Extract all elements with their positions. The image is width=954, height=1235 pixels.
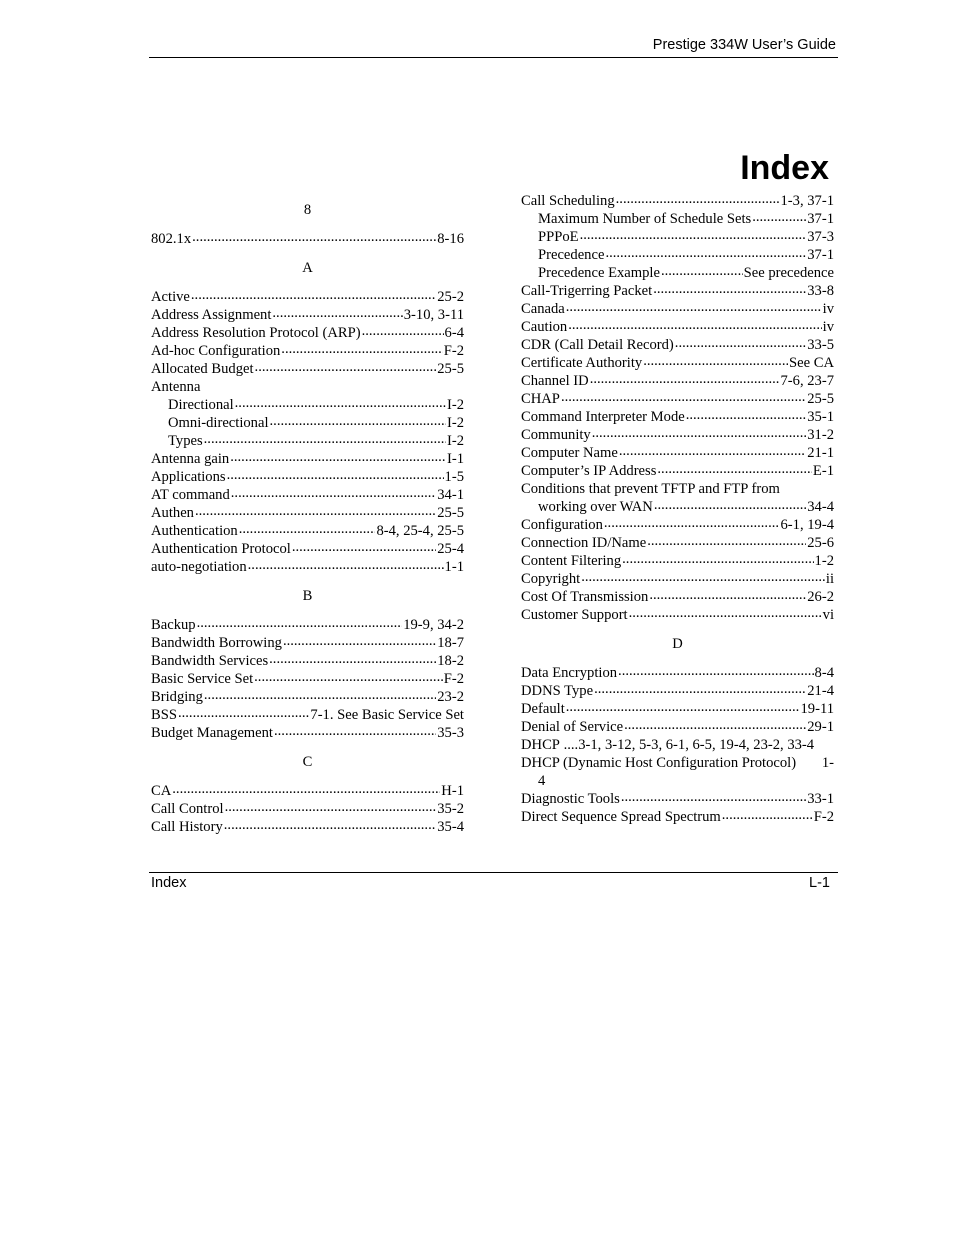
index-entry: Basic Service Set ..... F-2 [151,670,464,688]
index-entry: AT command ..... 34-1 [151,486,464,504]
index-entry: DDNS Type ..... 21-4 [521,682,834,700]
index-entry-dhcp: DHCP .... 3-1, 3-12, 5-3, 6-1, 6-5, 19-4, 23-2, 33-4 [521,737,815,753]
index-entry-dhcp-dynamic: DHCP (Dynamic Host Configuration Protocol) 1- [521,755,834,771]
index-entry: Data Encryption ..... 8-4 [521,664,834,682]
index-entry: 802.1x ..... 8-16 [151,230,464,248]
index-entry: BSS ..... 7-1. See Basic Service Set [151,706,464,724]
running-header: Prestige 334W User’s Guide [652,37,836,53]
index-entry: Allocated Budget ..... 25-5 [151,360,464,378]
index-entry: Cost Of Transmission ..... 26-2 [521,588,834,606]
index-entry: Authen ..... 25-5 [151,504,464,522]
index-entry: Content Filtering ..... 1-2 [521,552,834,570]
section-letter-a: A [302,260,313,276]
header-rule [149,57,838,58]
index-entry: Active ..... 25-2 [151,288,464,306]
index-entry: Configuration ..... 6-1, 19-4 [521,516,834,534]
index-entry: Copyright ..... ii [521,570,834,588]
index-subentry: PPPoE ..... 37-3 [521,228,834,246]
index-left-column [151,201,464,836]
index-entry: Canada ..... iv [521,300,834,318]
index-entry: Call-Trigerring Packet ..... 33-8 [521,282,834,300]
index-subentry: Precedence ..... 37-1 [521,246,834,264]
index-entry: Customer Support ..... vi [521,606,834,624]
index-entry: Ad-hoc Configuration ..... F-2 [151,342,464,360]
index-entry: auto-negotiation ..... 1-1 [151,558,464,576]
page-title: Index [740,149,829,187]
section-letter-d: D [672,636,683,652]
index-entry: Diagnostic Tools ..... 33-1 [521,790,834,808]
index-entry: Call Scheduling ..... 1-3, 37-1 [521,192,834,210]
index-entry: Address Resolution Protocol (ARP) ..... 6-4 [151,324,464,342]
index-entry: Budget Management ..... 35-3 [151,724,464,742]
index-entry: Address Assignment ..... 3-10, 3-11 [151,306,464,324]
section-letter-c: C [302,754,313,770]
index-entry: Certificate Authority ..... See CA [521,354,834,372]
index-entry: CA ..... H-1 [151,782,464,800]
index-subentry: Precedence Example ..... See precedence [521,264,834,282]
index-entry: Command Interpreter Mode ..... 35-1 [521,408,834,426]
index-entry: Computer Name ..... 21-1 [521,444,834,462]
footer-section-name: Index [151,875,187,891]
section-letter-b: B [302,588,313,604]
index-entry: Backup ..... 19-9, 34-2 [151,616,464,634]
index-subentry: Types ..... I-2 [151,432,464,450]
index-entry: Antenna gain ..... I-1 [151,450,464,468]
index-entry: Bandwidth Services ..... 18-2 [151,652,464,670]
footer-rule [149,872,838,873]
index-entry-heading: Conditions that prevent TFTP and FTP from [521,481,780,497]
index-entry: Bandwidth Borrowing ..... 18-7 [151,634,464,652]
index-subentry: Omni-directional ..... I-2 [151,414,464,432]
footer-page-number: L-1 [809,875,830,891]
index-entry: Direct Sequence Spread Spectrum ..... F-2 [521,808,834,826]
index-entry: Authentication Protocol ..... 25-4 [151,540,464,558]
index-entry: CHAP ..... 25-5 [521,390,834,408]
index-entry: Authentication ..... 8-4, 25-4, 25-5 [151,522,464,540]
index-entry: Denial of Service ..... 29-1 [521,718,834,736]
index-entry: Bridging ..... 23-2 [151,688,464,706]
index-subentry: Directional ..... I-2 [151,396,464,414]
index-entry: Call Control ..... 35-2 [151,800,464,818]
index-entry: Caution ..... iv [521,318,834,336]
index-entry: CDR (Call Detail Record) ..... 33-5 [521,336,834,354]
index-entry: Computer’s IP Address ..... E-1 [521,462,834,480]
index-entry: Default ..... 19-11 [521,700,834,718]
index-subentry: Maximum Number of Schedule Sets ..... 37-1 [521,210,834,228]
index-subentry: working over WAN ..... 34-4 [521,498,834,516]
section-letter-8: 8 [303,202,312,218]
index-entry: Applications ..... 1-5 [151,468,464,486]
index-entry-continuation: 4 [538,773,546,789]
index-right-column [521,192,834,826]
index-entry: Call History ..... 35-4 [151,818,464,836]
index-entry: Connection ID/Name ..... 25-6 [521,534,834,552]
index-entry: Channel ID ..... 7-6, 23-7 [521,372,834,390]
index-entry: Community ..... 31-2 [521,426,834,444]
index-entry-heading: Antenna [151,379,201,395]
